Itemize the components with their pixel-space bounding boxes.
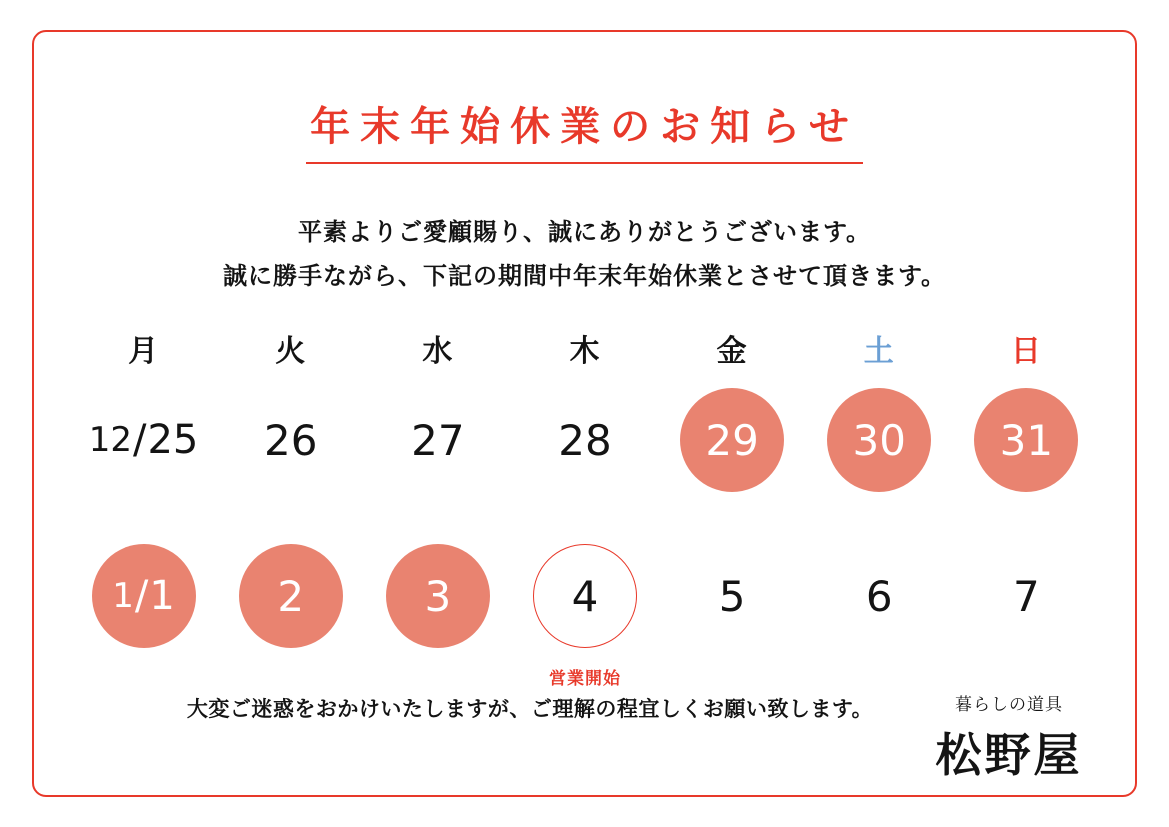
weekday-label-wed: 水	[422, 334, 454, 369]
footer-note: 大変ご迷惑をおかけいたしますが、ご理解の程宜しくお願い致します。	[186, 697, 874, 721]
weekday-label-mon: 月	[128, 334, 160, 369]
calendar-day-cell	[806, 374, 953, 530]
day-2-closed: 2	[239, 544, 343, 648]
page-title: 年末年始休業のお知らせ	[306, 95, 863, 164]
calendar-day-cell	[217, 374, 364, 530]
calendar-day-cell	[364, 530, 511, 686]
day-number-1225: 25	[147, 417, 199, 463]
calendar-day-cell	[70, 530, 217, 686]
weekday-label-fri: 金	[716, 334, 748, 369]
weekday-label-tue: 火	[275, 334, 307, 369]
day-1225: 12/25	[88, 417, 199, 463]
weekday-label-sat: 土	[863, 334, 895, 369]
calendar-day-cell	[511, 530, 658, 689]
calendar-week-2	[70, 530, 1100, 689]
calendar-day-cell	[953, 530, 1100, 686]
weekday-cell	[364, 330, 511, 374]
day-5: 5	[718, 571, 746, 621]
weekday-label-sun: 日	[1010, 334, 1042, 369]
holiday-calendar	[70, 330, 1100, 689]
day-26: 26	[263, 415, 318, 465]
day-slot	[974, 530, 1078, 662]
weekday-cell	[511, 330, 658, 374]
day-slot	[533, 374, 637, 506]
calendar-day-cell	[806, 530, 953, 686]
calendar-day-cell	[217, 530, 364, 686]
day-slot	[533, 530, 637, 662]
day-6: 6	[865, 571, 893, 621]
day-slot	[827, 530, 931, 662]
day-4-reopen: 4	[533, 544, 637, 648]
brand-name: 松野屋	[935, 728, 1083, 782]
day-27: 27	[411, 415, 465, 465]
day-7: 7	[1013, 571, 1040, 621]
day-slot	[680, 530, 784, 662]
day-month-0101: 1	[112, 576, 134, 616]
day-slot	[680, 374, 784, 506]
calendar-weekday-header	[70, 330, 1100, 374]
day-number-0101: 1	[149, 573, 175, 619]
day-28: 28	[558, 415, 612, 465]
day-slot	[386, 530, 490, 662]
lead-paragraph	[0, 210, 1169, 299]
weekday-cell	[70, 330, 217, 374]
weekday-cell	[953, 330, 1100, 374]
lead-line-1: 平素よりご愛顧賜り、誠にありがとうございます。	[297, 218, 872, 246]
day-slot	[974, 374, 1078, 506]
calendar-day-cell	[364, 374, 511, 530]
day-slot	[386, 374, 490, 506]
calendar-day-cell	[953, 374, 1100, 530]
day-slot	[827, 374, 931, 506]
calendar-week-1	[70, 374, 1100, 530]
weekday-cell	[217, 330, 364, 374]
day-slot	[88, 374, 199, 506]
day-slot	[239, 530, 343, 662]
calendar-day-cell	[511, 374, 658, 530]
day-3-closed: 3	[386, 544, 490, 648]
day-0101-closed: 1/1	[92, 544, 196, 648]
day-month-1225: 12	[88, 420, 132, 460]
brand-tagline: 暮らしの道具	[955, 695, 1063, 715]
day-29-closed: 29	[680, 388, 784, 492]
day-slot	[239, 374, 343, 506]
lead-line-2: 誠に勝手ながら、下記の期間中年末年始休業とさせて頂きます。	[222, 262, 947, 291]
page-title-container	[0, 95, 1169, 164]
calendar-day-cell	[659, 530, 806, 686]
weekday-cell	[806, 330, 953, 374]
reopen-note: 営業開始	[548, 669, 621, 689]
calendar-day-cell	[70, 374, 217, 530]
day-31-closed: 31	[974, 388, 1078, 492]
calendar-day-cell	[659, 374, 806, 530]
weekday-cell	[659, 330, 806, 374]
day-30-closed: 30	[827, 388, 931, 492]
day-slot	[92, 530, 196, 662]
weekday-label-thu: 木	[569, 334, 601, 369]
brand-block	[919, 690, 1099, 785]
